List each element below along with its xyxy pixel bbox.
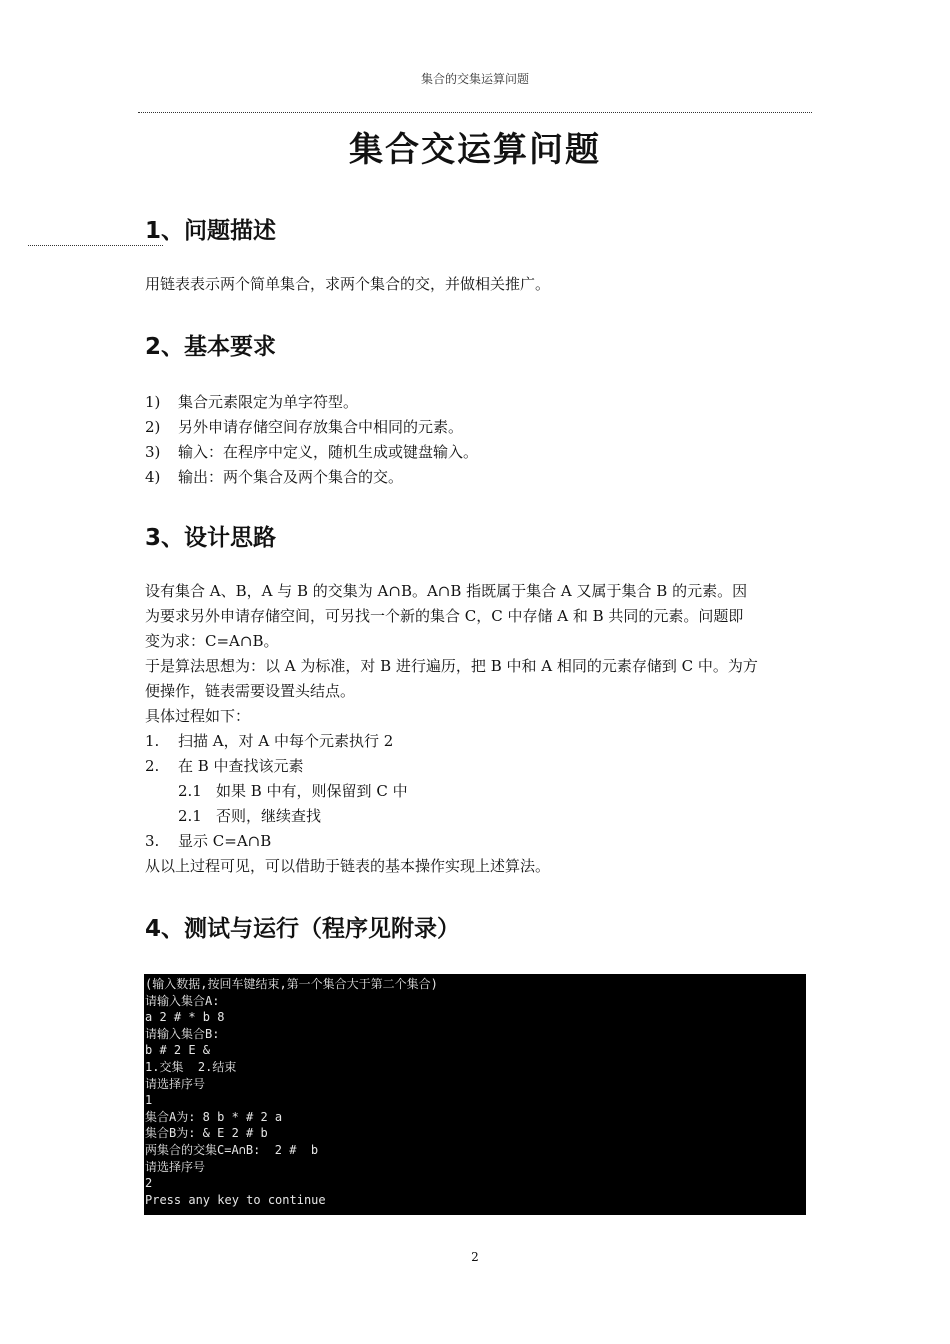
- paragraph-line: 具体过程如下：: [145, 707, 251, 725]
- list-item-number: 2): [145, 418, 161, 436]
- header-divider: [138, 112, 812, 113]
- list-item: [145, 415, 810, 440]
- section-heading-4: 4、测试与运行（程序见附录）: [145, 916, 461, 942]
- paragraph-line: 便操作，链表需要设置头结点。: [145, 682, 356, 700]
- paragraph-line: 用链表表示两个简单集合，求两个集合的交，并做相关推广。: [145, 275, 551, 293]
- substep-item: [145, 779, 810, 804]
- console-line: Press any key to continue: [145, 1192, 326, 1207]
- section-1-text: [145, 272, 810, 297]
- section-heading-1: 1、问题描述: [145, 218, 277, 244]
- page-header: 集合的交集运算问题: [420, 72, 529, 86]
- console-line: 请输入集合A:: [145, 993, 220, 1008]
- list-item-number: 4): [145, 468, 161, 486]
- step-item: [145, 754, 810, 779]
- paragraph-line: 于是算法思想为：以 A 为标准，对 B 进行遍历，把 B 中和 A 相同的元素存储到 C 中。为方: [145, 657, 758, 675]
- section-heading-3: 3、设计思路: [145, 525, 277, 551]
- list-item-text: 集合元素限定为单字符型。: [178, 393, 359, 411]
- list-item-text: 输入：在程序中定义，随机生成或键盘输入。: [178, 443, 479, 461]
- step-text: 扫描 A，对 A 中每个元素执行 2: [178, 732, 394, 750]
- step-text: 显示 C=A∩B: [178, 832, 272, 850]
- console-line: 请输入集合B:: [145, 1026, 220, 1041]
- console-line: 2: [145, 1176, 153, 1191]
- console-line: 1: [145, 1093, 153, 1108]
- paragraph-line: 为要求另外申请存储空间，可另找一个新的集合 C，C 中存储 A 和 B 共同的元素。问题即: [145, 607, 744, 625]
- step-item: [145, 829, 810, 854]
- step-number: 3.: [145, 832, 160, 850]
- console-line: b # 2 E &: [145, 1043, 211, 1058]
- list-item-text: 输出：两个集合及两个集合的交。: [178, 468, 404, 486]
- list-item: [145, 465, 810, 490]
- console-line: 集合A为: 8 b * # 2 a: [145, 1109, 283, 1124]
- step-text: 在 B 中查找该元素: [178, 757, 304, 775]
- list-item-text: 另外申请存储空间存放集合中相同的元素。: [178, 418, 464, 436]
- list-item: [145, 390, 810, 415]
- console-line: a 2 # * b 8: [145, 1010, 225, 1025]
- margin-divider: [28, 245, 163, 246]
- paragraph-line: 设有集合 A、B，A 与 B 的交集为 A∩B。A∩B 指既属于集合 A 又属于集合 B 的元素。因: [145, 582, 748, 600]
- list-item: [145, 440, 810, 465]
- step-item: [145, 729, 810, 754]
- section-heading-2: 2、基本要求: [145, 334, 277, 360]
- paragraph-line: 从以上过程可见，可以借助于链表的基本操作实现上述算法。: [145, 857, 551, 875]
- page-number: 2: [471, 1250, 479, 1264]
- console-line: 两集合的交集C=A∩B: 2 # b: [145, 1142, 319, 1157]
- list-item-number: 3): [145, 443, 161, 461]
- substep-text: 否则，继续查找: [216, 807, 322, 825]
- console-line: 1.交集 2.结束: [145, 1059, 237, 1074]
- step-number: 1.: [145, 732, 160, 750]
- design-text: [145, 579, 810, 879]
- document-title: 集合交运算问题: [349, 130, 601, 170]
- console-line: 请选择序号: [145, 1076, 206, 1091]
- requirements-list: [145, 390, 810, 490]
- list-item-number: 1): [145, 393, 161, 411]
- substep-number: 2.1: [178, 807, 202, 825]
- step-number: 2.: [145, 757, 160, 775]
- substep-item: [145, 804, 810, 829]
- paragraph-line: 变为求：C=A∩B。: [145, 632, 279, 650]
- console-line: 请选择序号: [145, 1159, 206, 1174]
- console-output-screenshot: [144, 974, 806, 1215]
- substep-number: 2.1: [178, 782, 202, 800]
- substep-text: 如果 B 中有，则保留到 C 中: [216, 782, 408, 800]
- console-line: (输入数据,按回车键结束,第一个集合大于第二个集合): [145, 977, 438, 991]
- console-line: 集合B为: & E 2 # b: [145, 1126, 268, 1141]
